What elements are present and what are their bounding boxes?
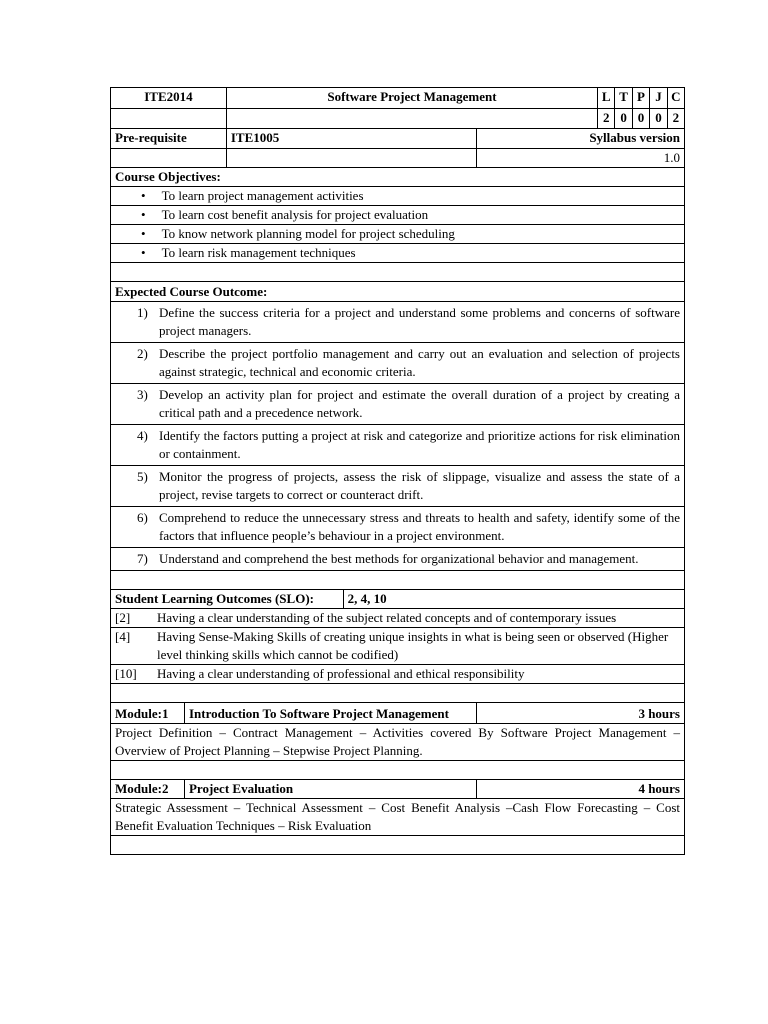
outcome-text: Understand and comprehend the best methods for organizational behavior and management. [159,551,639,566]
objective-text: To learn risk management techniques [161,245,356,260]
module-hours: 4 hours [477,780,685,799]
module-label: Module:2 [111,780,185,799]
course-title: Software Project Management [226,88,597,109]
outcome-number: 1) [137,305,148,320]
ltpjc-value-p: 0 [632,108,649,128]
outcome-number: 3) [137,387,148,402]
objective-item [111,206,685,225]
blank-cell [226,109,597,129]
outcome-number: 2) [137,346,148,361]
outcome-text: Comprehend to reduce the unnecessary stress and threats to health and safety, identify some of the factors that influence people’s behaviour in a project environment. [159,510,680,543]
slo-text: Having a clear understanding of the subject related concepts and of contemporary issues [157,610,617,625]
slo-code: [4] [115,629,131,644]
outcome-item [111,343,685,384]
slo-item [111,665,685,684]
outcome-item [111,384,685,425]
course-code: ITE2014 [111,88,227,109]
objectives-heading: Course Objectives: [111,168,685,187]
slo-code: [2] [115,610,131,625]
outcome-text: Identify the factors putting a project at risk and categorize and prioritize actions for risk elimination or containment. [159,428,680,461]
slo-label: Student Learning Outcomes (SLO): [111,590,344,609]
blank-row [111,684,685,703]
ltpjc-value-j: 0 [650,108,667,128]
slo-text: Having a clear understanding of professional and ethical responsibility [157,666,525,681]
blank-row [111,836,685,855]
module-content: Project Definition – Contract Management – Activities covered By Software Project Management – Overview of Project Planning – Stepwise Project Planning. [111,724,685,761]
outcome-number: 6) [137,510,148,525]
bullet-icon: • [141,188,146,203]
blank-row [111,761,685,780]
ltpjc-value-t: 0 [615,108,632,128]
slo-item [111,609,685,628]
module-hours: 3 hours [477,703,685,724]
slo-value: 2, 4, 10 [343,590,684,609]
syllabus-version-value: 1.0 [477,149,685,168]
prereq-label: Pre-requisite [111,129,227,149]
outcomes-heading: Expected Course Outcome: [111,282,685,302]
module-label: Module:1 [111,703,185,724]
objective-text: To know network planning model for project scheduling [161,226,455,241]
outcome-item [111,548,685,571]
ltpjc-value-l: 2 [598,108,615,128]
objective-text: To learn project management activities [161,188,364,203]
modules-table [110,702,685,855]
blank-cell [226,149,477,168]
bullet-icon: • [141,207,146,222]
slo-item [111,628,685,665]
outcome-text: Define the success criteria for a project and understand some problems and concerns of software project managers. [159,305,680,338]
syllabus-table [110,87,685,590]
objective-item [111,244,685,263]
bullet-icon: • [141,245,146,260]
blank-cell [111,109,227,129]
syllabus-page [110,87,685,855]
objective-item [111,187,685,206]
module-title: Introduction To Software Project Management [184,703,476,724]
outcome-text: Develop an activity plan for project and estimate the overall duration of a project by creating a critical path and a precedence network. [159,387,680,420]
outcome-item [111,507,685,548]
outcome-number: 5) [137,469,148,484]
syllabus-version-label: Syllabus version [477,129,685,149]
ltpjc-label-p: P [632,88,649,108]
ltpjc-value-c: 2 [667,108,684,128]
slo-code: [10] [115,666,137,681]
ltpjc-table [598,88,684,128]
outcome-text: Monitor the progress of projects, assess the risk of slippage, visualize and assess the state of a project, revise targets to correct or counteract drift. [159,469,680,502]
blank-row [111,571,685,590]
objective-text: To learn cost benefit analysis for project evaluation [161,207,429,222]
blank-row [111,263,685,282]
outcome-text: Describe the project portfolio management and carry out an evaluation and selection of projects against strategic, technical and economic criteria. [159,346,680,379]
prereq-value: ITE1005 [226,129,477,149]
module-title: Project Evaluation [184,780,476,799]
bullet-icon: • [141,226,146,241]
slo-table [110,589,685,703]
outcome-number: 7) [137,551,148,566]
ltpjc-label-l: L [598,88,615,108]
outcome-item [111,302,685,343]
slo-text: Having Sense-Making Skills of creating unique insights in what is being seen or observed (Higher level thinking skills which cannot be codified) [157,629,669,662]
outcome-item [111,466,685,507]
outcome-item [111,425,685,466]
module-content: Strategic Assessment – Technical Assessment – Cost Benefit Analysis –Cash Flow Forecasting – Cost Benefit Evaluation Techniques – Risk Evaluation [111,799,685,836]
objective-item [111,225,685,244]
ltpjc-label-j: J [650,88,667,108]
ltpjc-label-c: C [667,88,684,108]
ltpjc-cell [598,88,685,129]
outcome-number: 4) [137,428,148,443]
ltpjc-label-t: T [615,88,632,108]
blank-cell [111,149,227,168]
